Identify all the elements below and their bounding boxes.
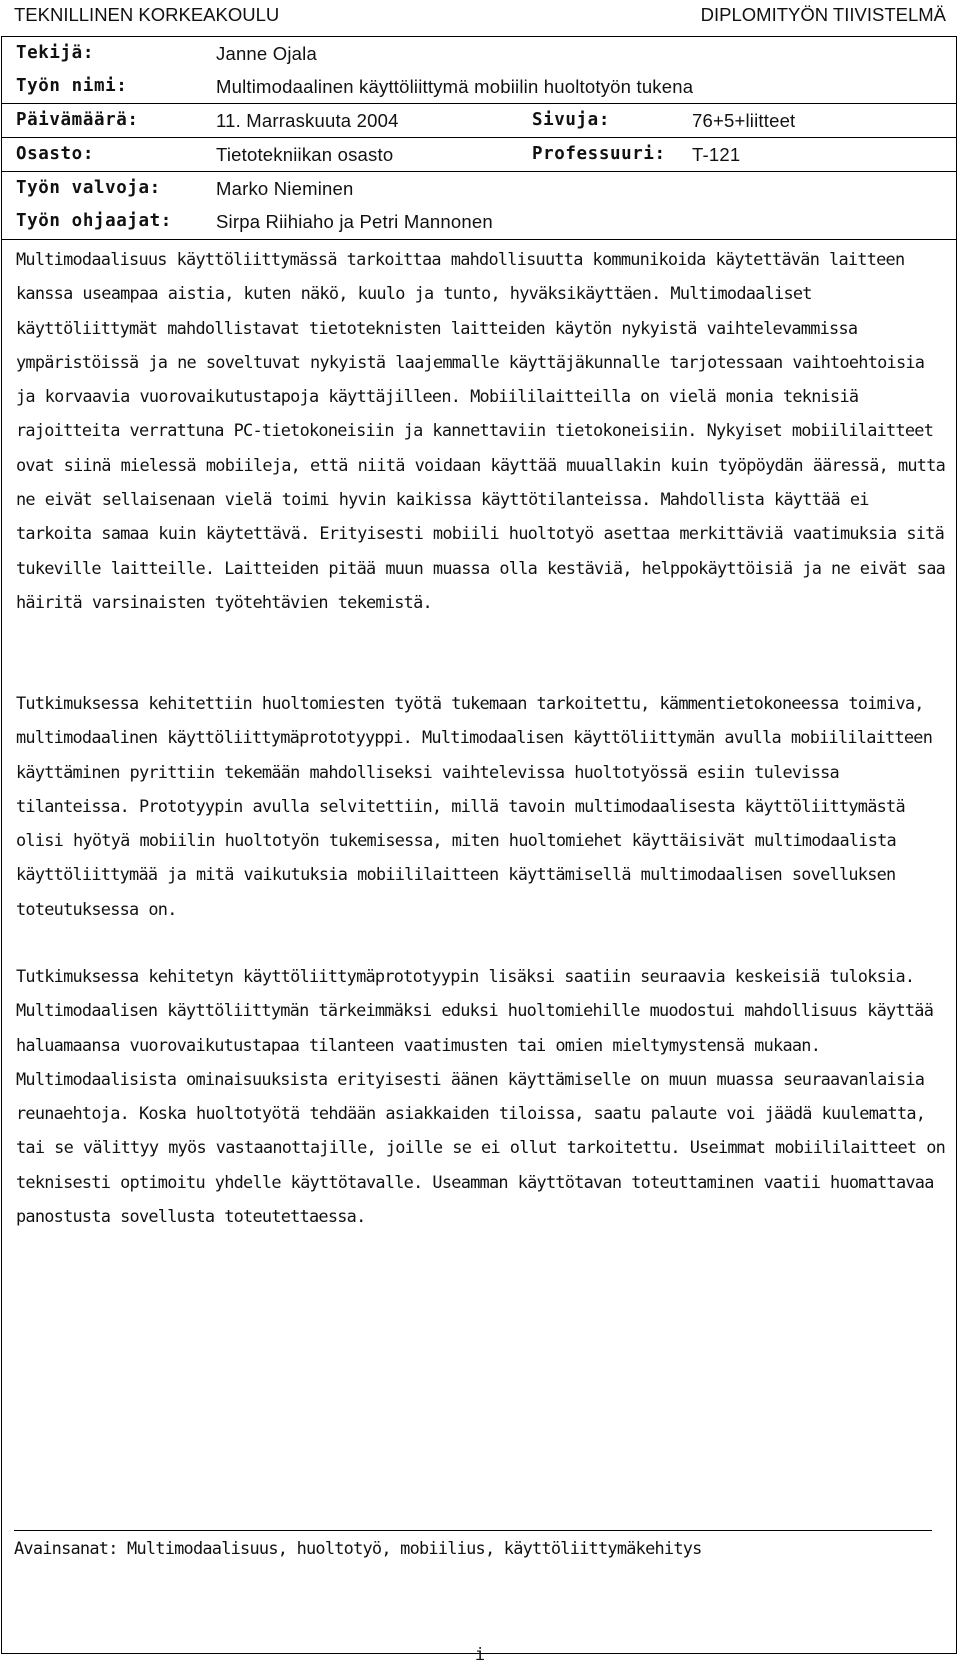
department-label: Osasto: bbox=[16, 144, 94, 164]
date-value: 11. Marraskuuta 2004 bbox=[216, 110, 399, 131]
department-row bbox=[16, 138, 956, 171]
title-value: Multimodaalinen käyttöliittymä mobiilin huoltotyön tukena bbox=[216, 76, 694, 97]
instructors-value: Sirpa Riihiaho ja Petri Mannonen bbox=[216, 211, 493, 232]
date-row bbox=[16, 104, 956, 137]
supervisor-value: Marko Nieminen bbox=[216, 178, 354, 199]
abstract-paragraph: Multimodaalisuus käyttöliittymässä tarkoittaa mahdollisuutta kommunikoida käytettävän laitteen kanssa useampaa aistia, kuten näkö, kuulo ja tunto, hyväksikäyttäen. Multimodaaliset käyttöliittymät mahdollistavat tietoteknisten laitteiden käytön nykyistä vaihtelevammissa ympäristöissä ja ne soveltuvat nykyistä laajemmalle käyttäjäkunnalle tarjotessaan vaihtoehtoisia ja korvaavia vuorovaikutustapoja käyttäjilleen. Mobiililaitteilla on vielä monia teknisiä rajoitteita verrattuna PC-tietokoneisiin ja kannettaviin tietokoneisiin. Nykyiset mobiililaitteet ovat siinä mielessä mobiileja, että niitä voidaan käyttää muuallakin kuin työpöydän ääressä, mutta ne eivät sellaisenaan vielä toimi hyvin kaikissa käyttötilanteissa. Mahdollista käyttää ei tarkoita samaa kuin käytettävä. Erityisesti mobiili huoltotyö asettaa merkittäviä vaatimuksia sitä tukeville laitteille. Laitteiden pitää muun muassa olla kestäviä, helppokäyttöisiä ja ne eivät saa häiritä varsinaisten työtehtävien tekemistä. bbox=[16, 249, 946, 612]
abstract-paragraph: Tutkimuksessa kehitetyn käyttöliittymäprototyypin lisäksi saatiin seuraavia keskeisiä tuloksia. Multimodaalisen käyttöliittymän tärkeimmäksi eduksi huoltomiehille muodostui mahdollisuus käyttää haluamaansa vuorovaikutustapaa tilanteen vaatimusten tai omien mieltymystensä mukaan. Multimodaalisista ominaisuuksista erityisesti äänen käyttämiselle on muun muassa seuraavanlaisia reunaehtoja. Koska huoltotyötä tehdään asiakkaiden tiloissa, saatu palaute voi jäädä kuulematta, tai se välittyy myös vastaanottajille, joille se ei ollut tarkoitettu. Useimmat mobiililaitteet on teknisesti optimoitu yhdelle käyttötavalle. Useamman käyttötavan toteuttaminen vaatii huomattavaa panostusta sovellusta toteutettaessa. bbox=[16, 966, 946, 1227]
meta-divider bbox=[2, 239, 956, 240]
university-name: TEKNILLINEN KORKEAKOULU bbox=[14, 4, 280, 25]
title-label: Työn nimi: bbox=[16, 76, 128, 96]
keywords-line: Avainsanat: Multimodaalisuus, huoltotyö, mobiilius, käyttöliittymäkehitys bbox=[14, 1538, 702, 1558]
supervisor-label: Työn valvoja: bbox=[16, 178, 161, 198]
title-row bbox=[16, 70, 956, 103]
instructors-label: Työn ohjaajat: bbox=[16, 211, 172, 231]
abstract-form bbox=[1, 36, 957, 1654]
page-number: i bbox=[474, 1645, 486, 1665]
author-value: Janne Ojala bbox=[216, 43, 317, 64]
author-label: Tekijä: bbox=[16, 43, 94, 63]
professorship-value: T-121 bbox=[692, 144, 741, 165]
document-type: DIPLOMITYÖN TIIVISTELMÄ bbox=[700, 4, 946, 25]
instructors-row bbox=[16, 205, 956, 238]
abstract-paragraph: Tutkimuksessa kehitettiin huoltomiesten työtä tukemaan tarkoitettu, kämmentietokoneessa toimiva, multimodaalinen käyttöliittymäprototyyppi. Multimodaalisen käyttöliittymän avulla mobiililaitteen käyttäminen pyrittiin tekemään mahdolliseksi vaihtelevissa huoltotyössä esiin tulevissa tilanteissa. Prototyypin avulla selvitettiin, millä tavoin multimodaalisesta käyttöliittymästä olisi hyötyä mobiilin huoltotyön tukemisessa, miten huoltomiehet käyttäisivät multimodaalista käyttöliittymää ja mitä vaikutuksia mobiililaitteen käyttämisellä multimodaalisen sovelluksen toteutuksessa on. bbox=[16, 693, 933, 919]
professorship-label: Professuuri: bbox=[532, 144, 666, 164]
author-row bbox=[16, 37, 956, 70]
page-header bbox=[14, 2, 946, 28]
pages-value: 76+5+liitteet bbox=[692, 110, 796, 131]
date-label: Päivämäärä: bbox=[16, 110, 139, 130]
supervisor-row bbox=[16, 172, 956, 205]
department-value: Tietotekniikan osasto bbox=[216, 144, 394, 165]
pages-label: Sivuja: bbox=[532, 110, 610, 130]
